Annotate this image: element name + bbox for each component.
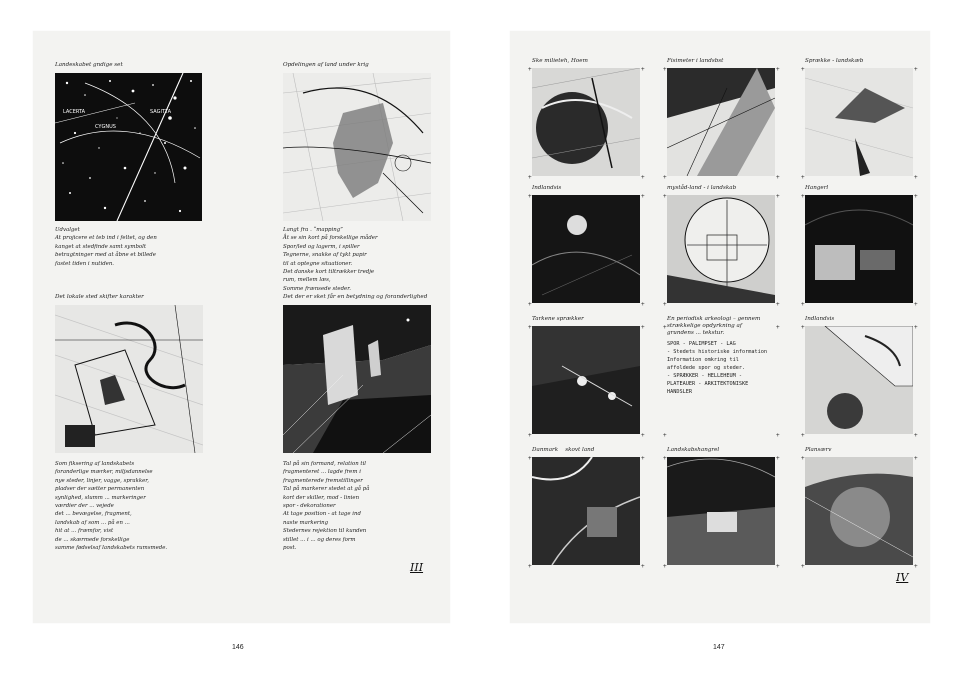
crop-mark: + (801, 563, 805, 570)
crop-mark: + (801, 66, 805, 73)
crop-mark: + (801, 455, 805, 462)
thumbnail-drawing (532, 457, 640, 565)
crop-mark: + (663, 432, 667, 439)
crop-mark: + (801, 301, 805, 308)
thumbnail-caption: Ske milieteh, Hoem (532, 58, 588, 64)
crop-mark: + (801, 432, 805, 439)
crop-mark: + (641, 455, 645, 462)
crop-mark: + (776, 324, 780, 331)
crop-mark: + (528, 455, 532, 462)
crop-mark: + (801, 174, 805, 181)
panel-note: Udvalget At projicere et teb ind i feltet, og den kanget at stedfinde samt symbolt betragtninger med at åbne et billede fastet tiden i nutiden. (55, 227, 157, 267)
crop-mark: + (801, 193, 805, 200)
crop-mark: + (528, 66, 532, 73)
crop-mark: + (776, 563, 780, 570)
panel-caption: Det der er sket får en betydning og foranderlighed (283, 294, 428, 300)
panel-note: Tal på sin formand, relation til fragmenteret ... lagde frem i fragmenterede fremstillinger Tal på markerer stedet at gå på kort der skiller, mod - linien spor - dekorationer At tage position - at tage ind naste markering Stedernes rejektion til kunden stillet ... i ... og deres form post. (283, 461, 370, 552)
svg-text:LACERTA: LACERTA (63, 109, 86, 115)
crop-mark: + (641, 193, 645, 200)
crop-mark: + (528, 432, 532, 439)
block-text: SPOR - PALIMPSET - LAG - Stedets historiske information Information omkring til affoldede spor og steder. - SPRÆKKER - HELLEHEUM - PLATEAUER - ARKITEKTONISKE HANDSLER (667, 341, 767, 395)
roman-numeral: IV (896, 571, 909, 584)
thumbnail-drawing (805, 195, 913, 303)
thumbnail-caption: Danmark skovt land (532, 447, 595, 453)
thumbnail-caption: Tarkene sprækker (532, 316, 584, 322)
roman-numeral: III (410, 561, 424, 574)
crop-mark: + (776, 301, 780, 308)
thumbnail-caption: Indlandsis (532, 185, 562, 191)
panel-note: Langt fra . “mapping” Åt se sin kort på forskellige måder Spor/led og lagerm, i spiller Tegnerne, snakke af tykt papir til at optegne situationer. Det danske kort tiltrækker tredje rum, mellem læs, Somme frænsede steder. (283, 227, 378, 292)
thumbnail-drawing (805, 68, 913, 176)
svg-text:CYGNUS: CYGNUS (95, 124, 116, 130)
crop-mark: + (914, 301, 918, 308)
crop-mark: + (641, 432, 645, 439)
crop-mark: + (801, 324, 805, 331)
panel-caption: Landeskabet gndige set (55, 62, 123, 68)
page-number-right: 147 (713, 644, 725, 651)
crop-mark: + (914, 174, 918, 181)
crop-mark: + (663, 324, 667, 331)
crop-mark: + (663, 563, 667, 570)
crop-mark: + (641, 301, 645, 308)
thumbnail-caption: Hangerl (805, 185, 829, 191)
crop-mark: + (663, 455, 667, 462)
page-right (510, 31, 930, 623)
crop-mark: + (776, 66, 780, 73)
crop-mark: + (528, 174, 532, 181)
crop-mark: + (776, 174, 780, 181)
crop-mark: + (663, 193, 667, 200)
crop-mark: + (914, 193, 918, 200)
panel-note: Som fiksering af landskabets foranderlige mærker, miljsdannelse nye steder, linjer, vagge, sprakker, pladser der sætter permanenten synlighed, slumm ... markeringer værdier der ... vejede det ... bevægelse, fragment, landskab af som ... på en ... hit at ... fræmfor, vist de ... skærmede forskellige samme fødselsaf landskabets rumsmede. (55, 461, 168, 552)
crop-mark: + (641, 563, 645, 570)
crop-mark: + (776, 432, 780, 439)
thumbnail-drawing (667, 457, 775, 565)
crop-mark: + (641, 174, 645, 181)
thumbnail-caption: En periodisk arkeologi – gennem strækkelige opdyrkning af grundens ... tekstur. (667, 316, 761, 336)
thumbnail-drawing (805, 326, 913, 434)
crop-mark: + (914, 66, 918, 73)
thumbnail-caption: Plansærv (805, 447, 832, 453)
thumbnail-caption: Landskabshangrel (667, 447, 720, 453)
crop-mark: + (776, 455, 780, 462)
panel-caption: Det lokale sted skifter karakter (55, 294, 144, 300)
thumbnail-drawing (532, 68, 640, 176)
thumbnail-drawing (532, 326, 640, 434)
thumbnail-drawing (667, 68, 775, 176)
crop-mark: + (528, 301, 532, 308)
thumbnail-caption: Sprække - landskæb (805, 58, 864, 64)
thumbnail-caption: Fisimeter i landsbst (667, 58, 724, 64)
page-left (33, 31, 450, 623)
thumbnail-drawing (532, 195, 640, 303)
river-line-drawing (55, 305, 203, 453)
crop-mark: + (641, 66, 645, 73)
thumbnail-caption: Indlandsis (805, 316, 835, 322)
crop-mark: + (663, 66, 667, 73)
crop-mark: + (914, 324, 918, 331)
night-architecture-drawing (283, 305, 431, 453)
star-map-drawing (55, 73, 202, 221)
crop-mark: + (663, 174, 667, 181)
page-number-left: 146 (232, 644, 244, 651)
crop-mark: + (641, 324, 645, 331)
crop-mark: + (776, 193, 780, 200)
crop-mark: + (914, 563, 918, 570)
map-outline-drawing (283, 73, 431, 221)
svg-text:SAGITTA: SAGITTA (150, 109, 172, 115)
crop-mark: + (663, 301, 667, 308)
thumbnail-drawing (667, 195, 775, 303)
crop-mark: + (914, 455, 918, 462)
thumbnail-drawing (805, 457, 913, 565)
crop-mark: + (914, 432, 918, 439)
crop-mark: + (528, 324, 532, 331)
panel-caption: Opdelingen af land under krig (283, 62, 369, 68)
crop-mark: + (528, 193, 532, 200)
thumbnail-caption: myståd-land - i landskab (667, 185, 737, 191)
crop-mark: + (528, 563, 532, 570)
